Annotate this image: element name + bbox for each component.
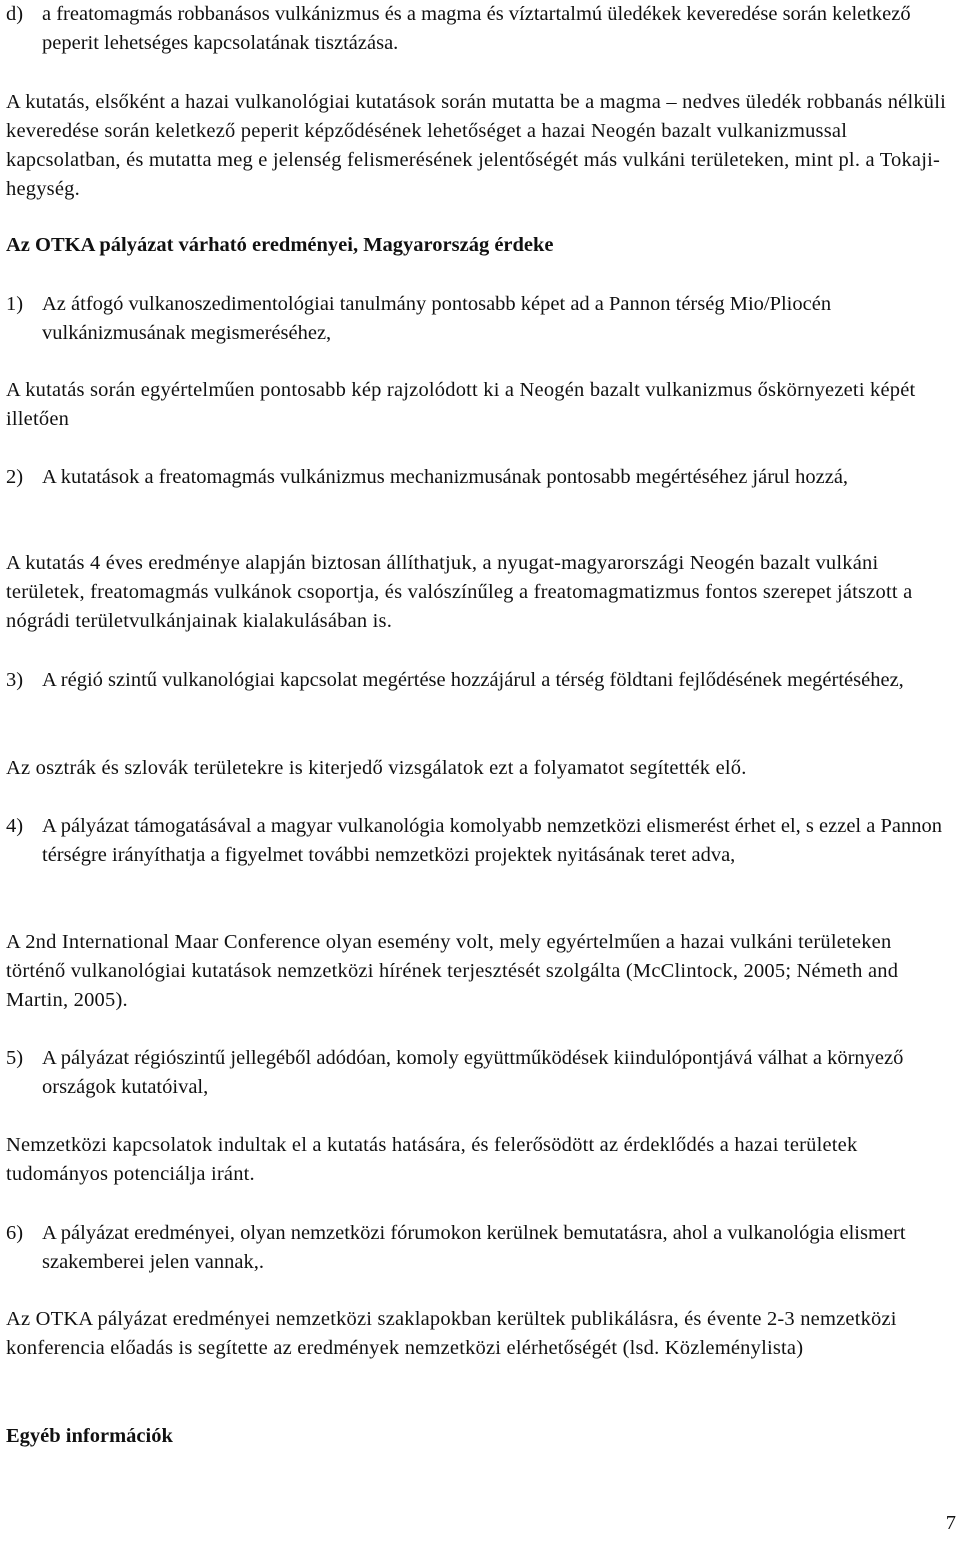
result-number: 1) [6, 293, 24, 315]
result-number: 2) [6, 466, 24, 488]
page-number: 7 [945, 1512, 956, 1534]
result-outcome-6: Az OTKA pályázat eredményei nemzetközi szaklapokban kerültek publikálásra, és évente 2-3 nemzetközi konferencia előadás is segítette az eredmények nemzetközi elérhetőségét (lsd. Közleménylista) [6, 1308, 897, 1359]
result-goal-2 [6, 463, 952, 492]
result-outcome-2: A kutatás 4 éves eredménye alapján biztosan állíthatjuk, a nyugat-magyarországi Neogén bazalt vulkáni területek, freatomagmás vulkánok csoportja, és valószínűleg a freatomagmatizmus fontos szerepet játszott a nógrádi területvulkánjainak kialakulásában is. [6, 552, 913, 632]
result-goal-4 [6, 812, 952, 870]
result-number: 4) [6, 815, 24, 837]
result-goal-text: A pályázat eredményei, olyan nemzetközi fórumokon kerülnek bemutatásra, ahol a vulkanológia elismert szakemberei jelen vannak,. [42, 1222, 906, 1273]
section-heading: Az OTKA pályázat várható eredményei, Magyarország érdeke [6, 234, 554, 256]
result-number: 3) [6, 669, 24, 691]
result-outcome-5: Nemzetközi kapcsolatok indultak el a kutatás hatására, és felerősödött az érdeklődés a hazai területek tudományos potenciálja iránt. [6, 1134, 858, 1185]
list-item-d [6, 0, 952, 58]
result-goal-text: Az átfogó vulkanoszedimentológiai tanulmány pontosabb képet ad a Pannon térség Mio/Pliocén vulkánizmusának megismeréséhez, [42, 293, 832, 344]
other-info-heading: Egyéb információk [6, 1425, 173, 1447]
result-number: 5) [6, 1047, 24, 1069]
result-goal-1 [6, 290, 952, 348]
result-goal-text: A régió szintű vulkanológiai kapcsolat megértése hozzájárul a térség földtani fejlődésének megértéséhez, [42, 669, 904, 691]
result-goal-text: A kutatások a freatomagmás vulkánizmus mechanizmusának pontosabb megértéséhez járul hozzá, [42, 466, 849, 488]
list-item-label: d) [6, 3, 24, 25]
result-goal-text: A pályázat támogatásával a magyar vulkanológia komolyabb nemzetközi elismerést érhet el, s ezzel a Pannon térségre irányíthatja a figyelmet további nemzetközi projektek nyitásának teret adva, [42, 815, 942, 866]
result-goal-5 [6, 1044, 952, 1102]
list-item-text: a freatomagmás robbanásos vulkánizmus és a magma és víztartalmú üledékek keveredése során keletkező peperit lehetséges kapcsolatának tisztázása. [42, 3, 911, 54]
intro-paragraph: A kutatás, elsőként a hazai vulkanológiai kutatások során mutatta be a magma – nedves üledék robbanás nélküli keveredése során keletkező peperit képződésének lehetőséget a hazai Neogén bazalt vulkanizmussal kapcsolatban, és mutatta meg e jelenség felismerésének jelentőségét más vulkáni területeken, mint pl. a Tokaji-hegység. [6, 91, 947, 200]
result-goal-6 [6, 1219, 952, 1277]
result-outcome-4: A 2nd International Maar Conference olyan esemény volt, mely egyértelműen a hazai vulkáni területeken történő vulkanológiai kutatások nemzetközi hírének terjesztését szolgálta (McClintock, 2005; Németh and Martin, 2005). [6, 931, 899, 1011]
result-goal-3 [6, 666, 952, 695]
result-number: 6) [6, 1222, 24, 1244]
result-outcome-1: A kutatás során egyértelműen pontosabb kép rajzolódott ki a Neogén bazalt vulkanizmus őskörnyezeti képét illetően [6, 379, 916, 430]
result-goal-text: A pályázat régiószintű jellegéből adódóan, komoly együttműködések kiindulópontjává válhat a környező országok kutatóival, [42, 1047, 904, 1098]
result-outcome-3: Az osztrák és szlovák területekre is kiterjedő vizsgálatok ezt a folyamatot segítették elő. [6, 757, 747, 779]
